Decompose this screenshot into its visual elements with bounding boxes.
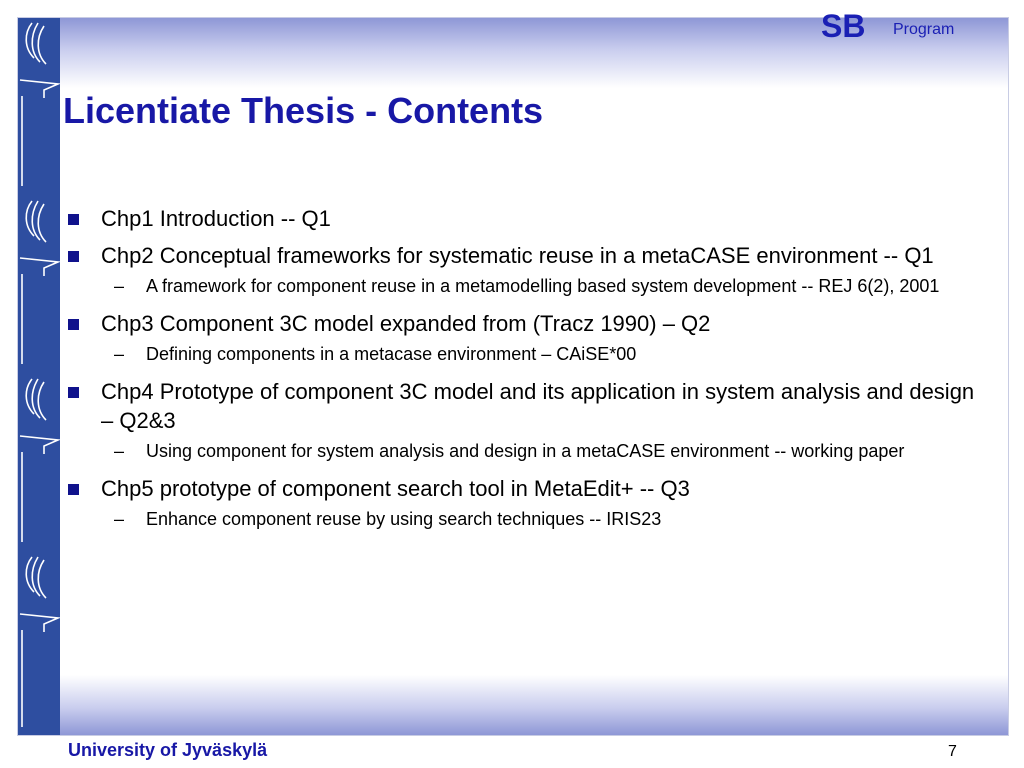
bullet-list [62,204,982,542]
list-item [62,377,982,435]
footer-gradient [60,675,1008,735]
dash-bullet-icon: – [114,344,125,364]
sb-logo: SB [821,8,866,44]
sub-list-item-text: Enhance component reuse by using search techniques -- IRIS23 [146,509,662,529]
sub-list-item [62,507,982,532]
torch-pattern-icon [18,18,60,735]
list-item-text: Chp3 Component 3C model expanded from (Tracz 1990) – Q2 [101,311,711,336]
square-bullet-icon [68,484,79,495]
page-number: 7 [948,743,957,760]
sub-list-item [62,274,982,299]
list-item [62,309,982,338]
square-bullet-icon [68,214,79,225]
sub-list-item [62,439,982,464]
decorative-strip [18,18,60,735]
university-name: University of Jyväskylä [68,740,268,760]
dash-bullet-icon: – [114,509,125,529]
list-item-text: Chp1 Introduction -- Q1 [101,206,331,231]
list-item [62,474,982,503]
list-item [62,241,982,270]
sub-list-item-text: A framework for component reuse in a metamodelling based system development -- REJ 6(2), 2001 [146,276,940,296]
sub-list-item-text: Defining components in a metacase environment – CAiSE*00 [146,344,637,364]
square-bullet-icon [68,251,79,262]
square-bullet-icon [68,319,79,330]
list-item-text: Chp5 prototype of component search tool in MetaEdit+ -- Q3 [101,476,690,501]
square-bullet-icon [68,387,79,398]
slide-title: Licentiate Thesis - Contents [63,90,544,131]
dash-bullet-icon: – [114,276,125,296]
sub-list-item [62,342,982,367]
list-item [62,204,982,233]
dash-bullet-icon: – [114,441,125,461]
sub-list-item-text: Using component for system analysis and design in a metaCASE environment -- working paper [146,441,905,461]
list-item-text: Chp4 Prototype of component 3C model and its application in system analysis and design – Q2&3 [101,379,975,433]
list-item-text: Chp2 Conceptual frameworks for systematic reuse in a metaCASE environment -- Q1 [101,243,934,268]
program-label: Program [893,21,955,38]
header-gradient [60,18,1008,88]
